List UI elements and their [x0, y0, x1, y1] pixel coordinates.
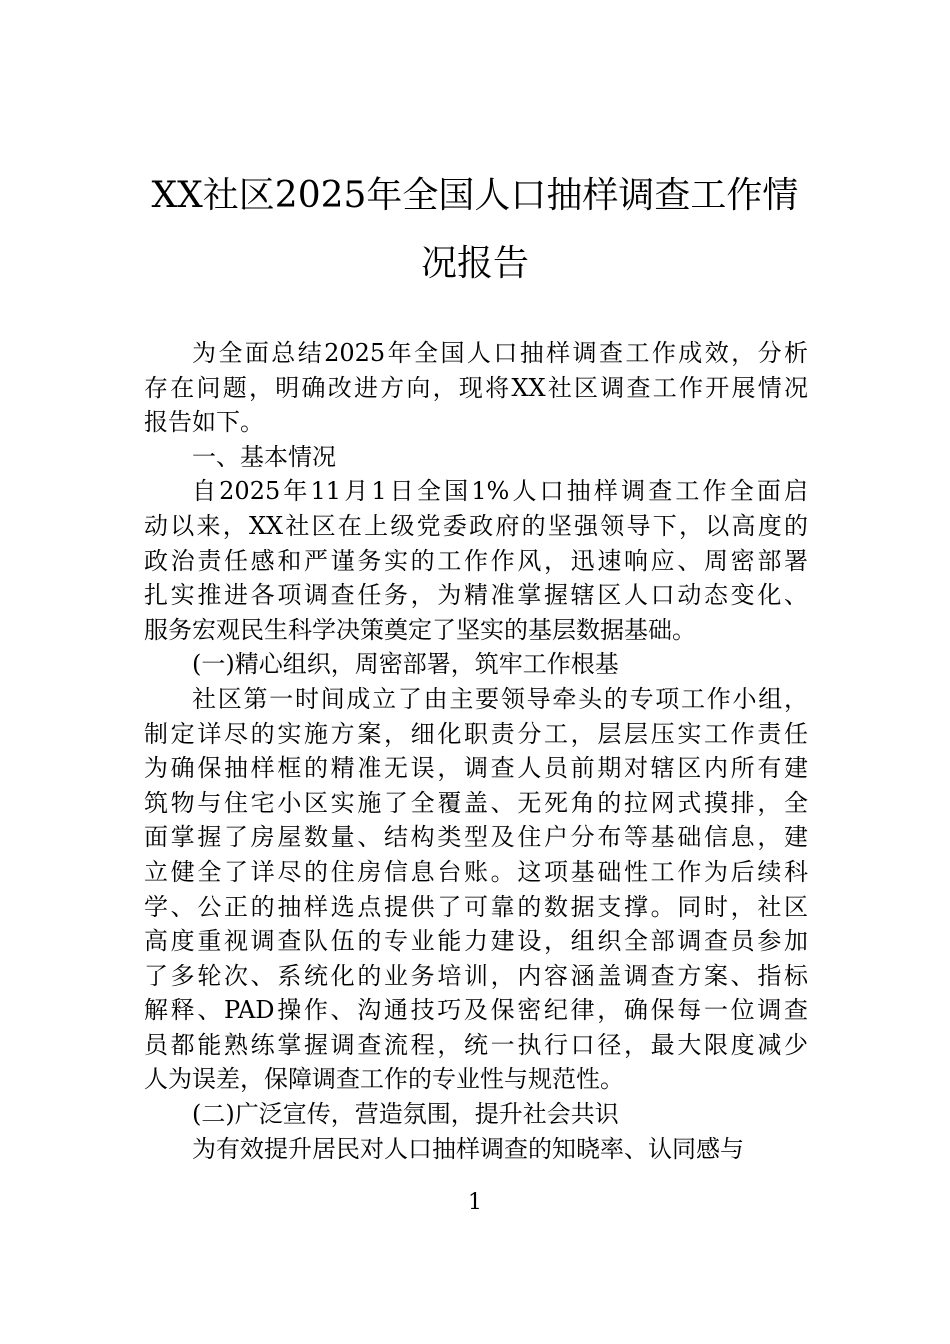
- document-title-line-2: 况报告: [420, 243, 529, 284]
- document-title-line-1: XX社区2025年全国人口抽样调查工作情: [151, 175, 799, 216]
- text-line: 高度重视调查队伍的专业能力建设，组织全部调查员参加: [144, 927, 808, 956]
- text-line: 报告如下。: [144, 408, 264, 437]
- page-number: 1: [468, 1190, 482, 1215]
- text-line: 动以来，XX社区在上级党委政府的坚强领导下，以高度的: [144, 511, 808, 540]
- text-line: 社区第一时间成立了由主要领导牵头的专项工作小组，: [192, 684, 808, 713]
- text-line: 制定详尽的实施方案，细化职责分工，层层压实工作责任: [144, 719, 808, 748]
- text-line: 政治责任感和严谨务实的工作作风，迅速响应、周密部署: [144, 546, 808, 575]
- text-line: 解释、PAD操作、沟通技巧及保密纪律，确保每一位调查: [144, 996, 808, 1025]
- text-line: 扎实推进各项调查任务，为精准掌握辖区人口动态变化、: [144, 581, 808, 610]
- text-line: 人为误差，保障调查工作的专业性与规范性。: [144, 1065, 624, 1094]
- text-line: 为全面总结2025年全国人口抽样调查工作成效，分析: [192, 339, 808, 367]
- text-line: 了多轮次、系统化的业务培训，内容涵盖调查方案、指标: [144, 961, 808, 990]
- text-line: 自2025年11月1日全国1%人口抽样调查工作全面启: [192, 477, 808, 506]
- text-line: 立健全了详尽的住房信息台账。这项基础性工作为后续科: [144, 857, 808, 886]
- text-line: 存在问题，明确改进方向，现将XX社区调查工作开展情况: [144, 373, 808, 402]
- text-line: 筑物与住宅小区实施了全覆盖、无死角的拉网式摸排，全: [144, 788, 808, 817]
- text-line: 一、基本情况: [192, 442, 336, 471]
- text-line: 服务宏观民生科学决策奠定了坚实的基层数据基础。: [144, 615, 696, 644]
- text-line: 学、公正的抽样选点提供了可靠的数据支撑。同时，社区: [144, 892, 808, 921]
- text-line: (一)精心组织，周密部署，筑牢工作根基: [192, 650, 619, 679]
- text-line: 面掌握了房屋数量、结构类型及住户分布等基础信息，建: [144, 823, 808, 852]
- text-line: 员都能熟练掌握调查流程，统一执行口径，最大限度减少: [144, 1030, 808, 1059]
- text-line: 为确保抽样框的精准无误，调查人员前期对辖区内所有建: [144, 754, 808, 783]
- document-body: [144, 336, 808, 1166]
- text-line: (二)广泛宣传，营造氛围，提升社会共识: [192, 1100, 619, 1129]
- text-line: 为有效提升居民对人口抽样调查的知晓率、认同感与: [192, 1134, 744, 1163]
